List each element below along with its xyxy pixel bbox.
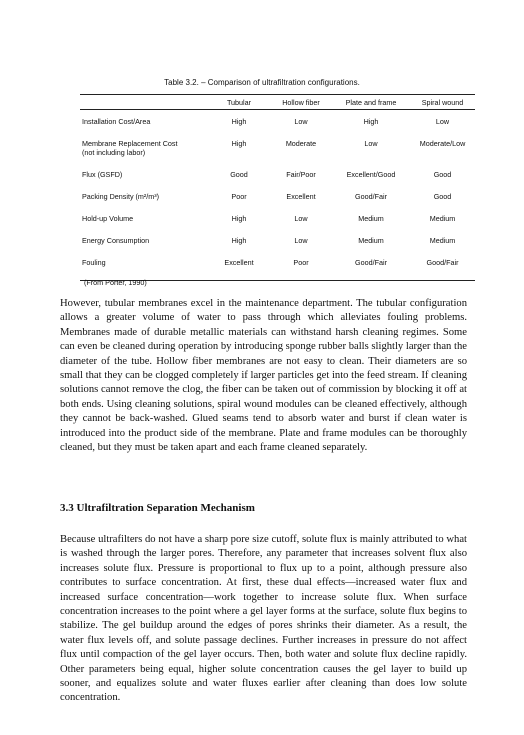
row-label: Hold-up Volume — [82, 214, 134, 223]
table-row — [80, 170, 475, 192]
table-source-note: (From Porter, 1990) — [84, 278, 147, 287]
row-label: Fouling — [80, 258, 208, 281]
column-header: Tubular — [208, 95, 270, 110]
table-cell: Low — [435, 117, 450, 126]
column-header: Spiral wound — [410, 95, 475, 110]
row-label: Flux (GSFD) — [82, 170, 123, 179]
section-heading: 3.3 Ultrafiltration Separation Mechanism — [60, 502, 255, 514]
body-paragraph: Because ultrafilters do not have a sharp pore size cutoff, solute flux is mainly attributed to what is washed through the larger pores. Therefore, any parameter that increases solvent flux also increases solute flux. Pressure is proportional to flux up to a point, although pressure also contributes to surface concentration. At first, these dual effects—increased water flux and increased surface concentration—work together to increase solute flux. When surface concentration increases to the point where a gel layer forms at the surface, solute flux begins to stabilize. The gel buildup around the edges of pores shrinks their diameter. As a result, the water flux levels off, and solute passage declines. Further increases in pressure do not affect flux until compaction of the gel layer occurs. Then, both water and solute flux decline rapidly. Other parameters being equal, higher solute concentration causes the gel layer to build up sooner, and equalizes solute and water fluxes earlier after cleaning than does low solute concentration. — [60, 534, 467, 704]
row-label: Packing Density (m²/m³) — [82, 192, 160, 201]
table-cell: Good — [230, 170, 248, 179]
column-header: Hollow fiber — [270, 95, 332, 110]
table-cell: Low — [364, 139, 378, 148]
table-cell: Poor — [270, 258, 332, 281]
table-cell: Good/Fair — [332, 258, 410, 281]
row-label: Installation Cost/Area — [82, 117, 151, 126]
table-cell: Medium — [358, 236, 384, 245]
table-cell: High — [231, 117, 247, 126]
table-row — [80, 110, 475, 140]
column-header — [80, 95, 208, 110]
table-cell: Low — [294, 117, 308, 126]
table-cell: Good/Fair — [410, 258, 475, 281]
table-cell: High — [231, 236, 247, 245]
comparison-table-wrapper — [80, 94, 475, 281]
table-caption: Table 3.2. – Comparison of ultrafiltration configurations. — [164, 78, 360, 87]
table-row — [80, 139, 475, 170]
row-label: Energy Consumption — [82, 236, 150, 245]
table-header-row — [80, 95, 475, 110]
column-header: Plate and frame — [332, 95, 410, 110]
table-cell: Moderate — [285, 139, 317, 148]
row-label: Membrane Replacement Cost (not including labor) — [82, 139, 178, 157]
table-row — [80, 214, 475, 236]
table-cell: Good — [433, 170, 452, 179]
table-row — [80, 236, 475, 258]
table-cell: Low — [294, 214, 308, 223]
comparison-table — [80, 94, 475, 281]
table-cell: High — [363, 117, 379, 126]
table-row — [80, 192, 475, 214]
table-cell: Medium — [358, 214, 384, 223]
table-cell: Excellent — [286, 192, 316, 201]
body-paragraph: However, tubular membranes excel in the maintenance department. The tubular configuration allows a greater volume of water to pass through which alleviates fouling problems. Membranes made of durable metallic materials can withstand harsh cleaning regimes. Some can even be cleaned during operation by introducing sponge rubber balls slightly larger than the diameter of the tube. Hollow fiber membranes are not easy to clean. Their diameters are so small that they can be clogged completely if larger particles get into the feed stream. If cleaning solutions cannot remove the clog, the fiber can be taken out of commission by blocking it off at both ends. Using cleaning solutions, spiral wound modules can be cleaned effectively, although they cannot be back-washed. Glued seams tend to absorb water and burst if clean water is introduced into the product side of the membrane. Plate and frame modules can be thoroughly cleaned, but they must be taken apart and each frame cleaned separately. — [60, 298, 467, 454]
table-cell: High — [231, 139, 247, 148]
table-cell: Medium — [429, 236, 456, 245]
table-cell: High — [231, 214, 247, 223]
table-cell: Good/Fair — [355, 192, 387, 201]
table-cell: Moderate/Low — [419, 139, 466, 148]
table-cell: Excellent — [208, 258, 270, 281]
table-cell: Low — [294, 236, 308, 245]
table-cell: Good — [433, 192, 452, 201]
table-cell: Medium — [429, 214, 456, 223]
table-cell: Poor — [231, 192, 247, 201]
table-cell: Excellent/Good — [346, 170, 396, 179]
table-cell: Fair/Poor — [286, 170, 316, 179]
